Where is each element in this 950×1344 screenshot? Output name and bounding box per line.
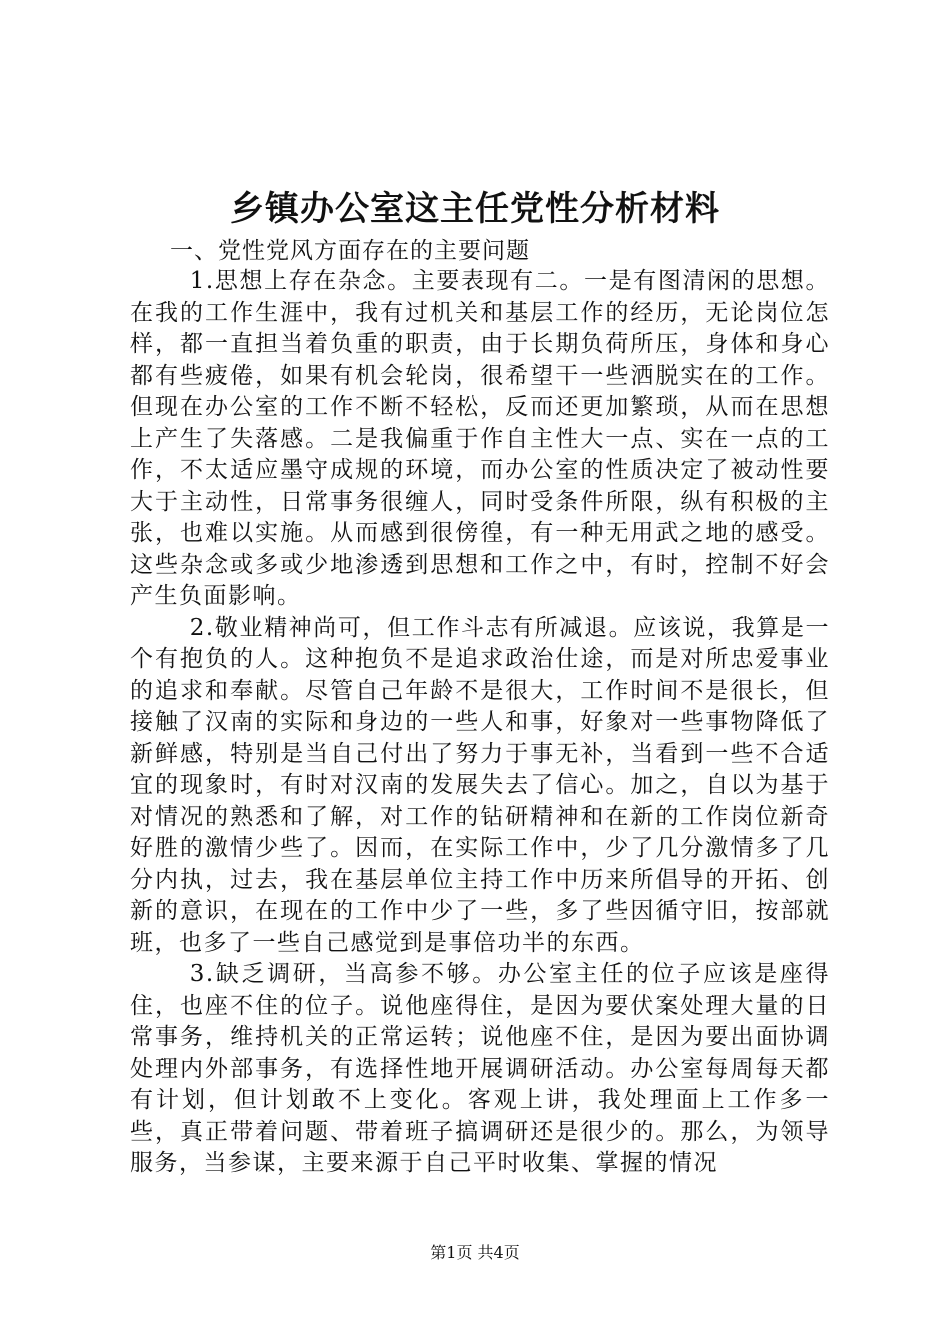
document-body [130,266,830,1180]
page-footer: 第1页 共4页 [430,1243,520,1262]
section-heading: 一、党性党风方面存在的主要问题 [170,238,530,264]
paragraph-2: 2.敬业精神尚可，但工作斗志有所减退。应该说，我算是一个有抱负的人。这种抱负不是追求政治仕途，而是对所忠爱事业的追求和奉献。尽管自己年龄不是很大，工作时间不是很长，但接触了汉南的实际和身边的一些人和事，好象对一些事物降低了新鲜感，特别是当自己付出了努力于事无补，当看到一些不合适宜的现象时，有时对汉南的发展失去了信心。加之，自以为基于对情况的熟悉和了解，对工作的钻研精神和在新的工作岗位新奇好胜的激情少些了。因而，在实际工作中，少了几分激情多了几分内执，过去，我在基层单位主持工作中历来所倡导的开拓、创新的意识，在现在的工作中少了一些，多了些因循守旧，按部就班，也多了一些自己感觉到是事倍功半的东西。 [130,614,830,956]
paragraph-1: 1.思想上存在杂念。主要表现有二。一是有图清闲的思想。在我的工作生涯中，我有过机关和基层工作的经历，无论岗位怎样，都一直担当着负重的职责，由于长期负荷所压，身体和身心都有些疲倦，如果有机会轮岗，很希望干一些洒脱实在的工作。但现在办公室的工作不断不轻松，反而还更加繁琐，从而在思想上产生了失落感。二是我偏重于作自主性大一点、实在一点的工作，不太适应墨守成规的环境，而办公室的性质决定了被动性要大于主动性，日常事务很缠人，同时受条件所限，纵有积极的主张，也难以实施。从而感到很傍徨，有一种无用武之地的感受。这些杂念或多或少地渗透到思想和工作之中，有时，控制不好会产生负面影响。 [130,268,830,609]
document-title: 乡镇办公室这主任党性分析材料 [230,189,720,229]
paragraph-3: 3.缺乏调研，当高参不够。办公室主任的位子应该是座得住，也座不住的位子。说他座得住，是因为要伏案处理大量的日常事务，维持机关的正常运转；说他座不住，是因为要出面协调处理内外部事务，有选择性地开展调研活动。办公室每周每天都有计划，但计划敢不上变化。客观上讲，我处理面上工作多一些，真正带着问题、带着班子搞调研还是很少的。那么，为领导服务，当参谋，主要来源于自己平时收集、掌握的情况 [130,961,830,1176]
